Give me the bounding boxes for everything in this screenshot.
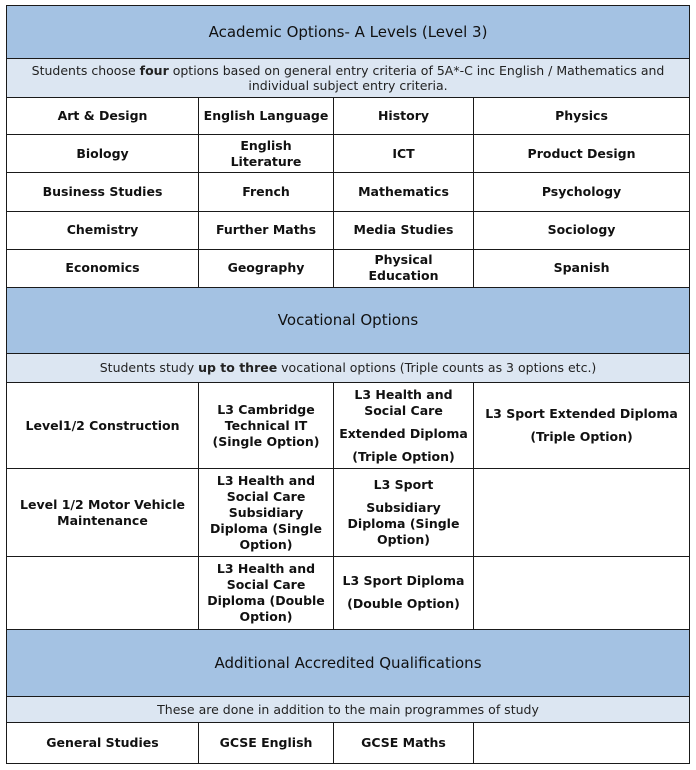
subject-cell: Biology bbox=[7, 135, 199, 173]
subject-cell: History bbox=[334, 98, 474, 135]
empty-cell bbox=[474, 469, 690, 557]
empty-cell bbox=[7, 557, 199, 629]
vocational-cell: L3 Sport Diploma (Double Option) bbox=[334, 557, 474, 629]
vocational-cell: L3 Health and Social Care Subsidiary Diploma (Single Option) bbox=[199, 469, 334, 557]
subject-cell: English Language bbox=[199, 98, 334, 135]
vocational-cell: Level 1/2 Motor Vehicle Maintenance bbox=[7, 469, 199, 557]
empty-cell bbox=[474, 557, 690, 629]
subject-cell: Physics bbox=[474, 98, 690, 135]
vocational-cell: L3 Sport Subsidiary Diploma (Single Option) bbox=[334, 469, 474, 557]
academic-intro: Students choose four options based on general entry criteria of 5A*-C inc English / Mathematics and individual subject entry criteria. bbox=[7, 59, 690, 98]
subject-cell: Product Design bbox=[474, 135, 690, 173]
qualification-cell: General Studies bbox=[7, 722, 199, 763]
vocational-intro: Students study up to three vocational options (Triple counts as 3 options etc.) bbox=[7, 353, 690, 382]
subject-cell: English Literature bbox=[199, 135, 334, 173]
vocational-title: Vocational Options bbox=[7, 287, 690, 353]
vocational-cell: L3 Cambridge Technical IT (Single Option) bbox=[199, 382, 334, 468]
qualification-cell bbox=[474, 722, 690, 763]
vocational-cell: L3 Health and Social Care Extended Diploma (Triple Option) bbox=[334, 382, 474, 468]
vocational-cell: Level1/2 Construction bbox=[7, 382, 199, 468]
academic-title: Academic Options- A Levels (Level 3) bbox=[7, 6, 690, 59]
subject-cell: Sociology bbox=[474, 211, 690, 249]
subject-cell: Geography bbox=[199, 249, 334, 287]
subject-cell: Physical Education bbox=[334, 249, 474, 287]
subject-cell: Media Studies bbox=[334, 211, 474, 249]
qualification-cell: GCSE English bbox=[199, 722, 334, 763]
subject-cell: Further Maths bbox=[199, 211, 334, 249]
additional-intro: These are done in addition to the main programmes of study bbox=[7, 696, 690, 722]
subject-cell: Art & Design bbox=[7, 98, 199, 135]
subject-cell: Spanish bbox=[474, 249, 690, 287]
additional-title: Additional Accredited Qualifications bbox=[7, 629, 690, 696]
subject-cell: ICT bbox=[334, 135, 474, 173]
subject-cell: Chemistry bbox=[7, 211, 199, 249]
subject-cell: French bbox=[199, 173, 334, 211]
options-table bbox=[6, 5, 690, 764]
subject-cell: Mathematics bbox=[334, 173, 474, 211]
vocational-cell: L3 Health and Social Care Diploma (Double Option) bbox=[199, 557, 334, 629]
vocational-cell: L3 Sport Extended Diploma (Triple Option) bbox=[474, 382, 690, 468]
subject-cell: Psychology bbox=[474, 173, 690, 211]
qualification-cell: GCSE Maths bbox=[334, 722, 474, 763]
subject-cell: Economics bbox=[7, 249, 199, 287]
subject-cell: Business Studies bbox=[7, 173, 199, 211]
